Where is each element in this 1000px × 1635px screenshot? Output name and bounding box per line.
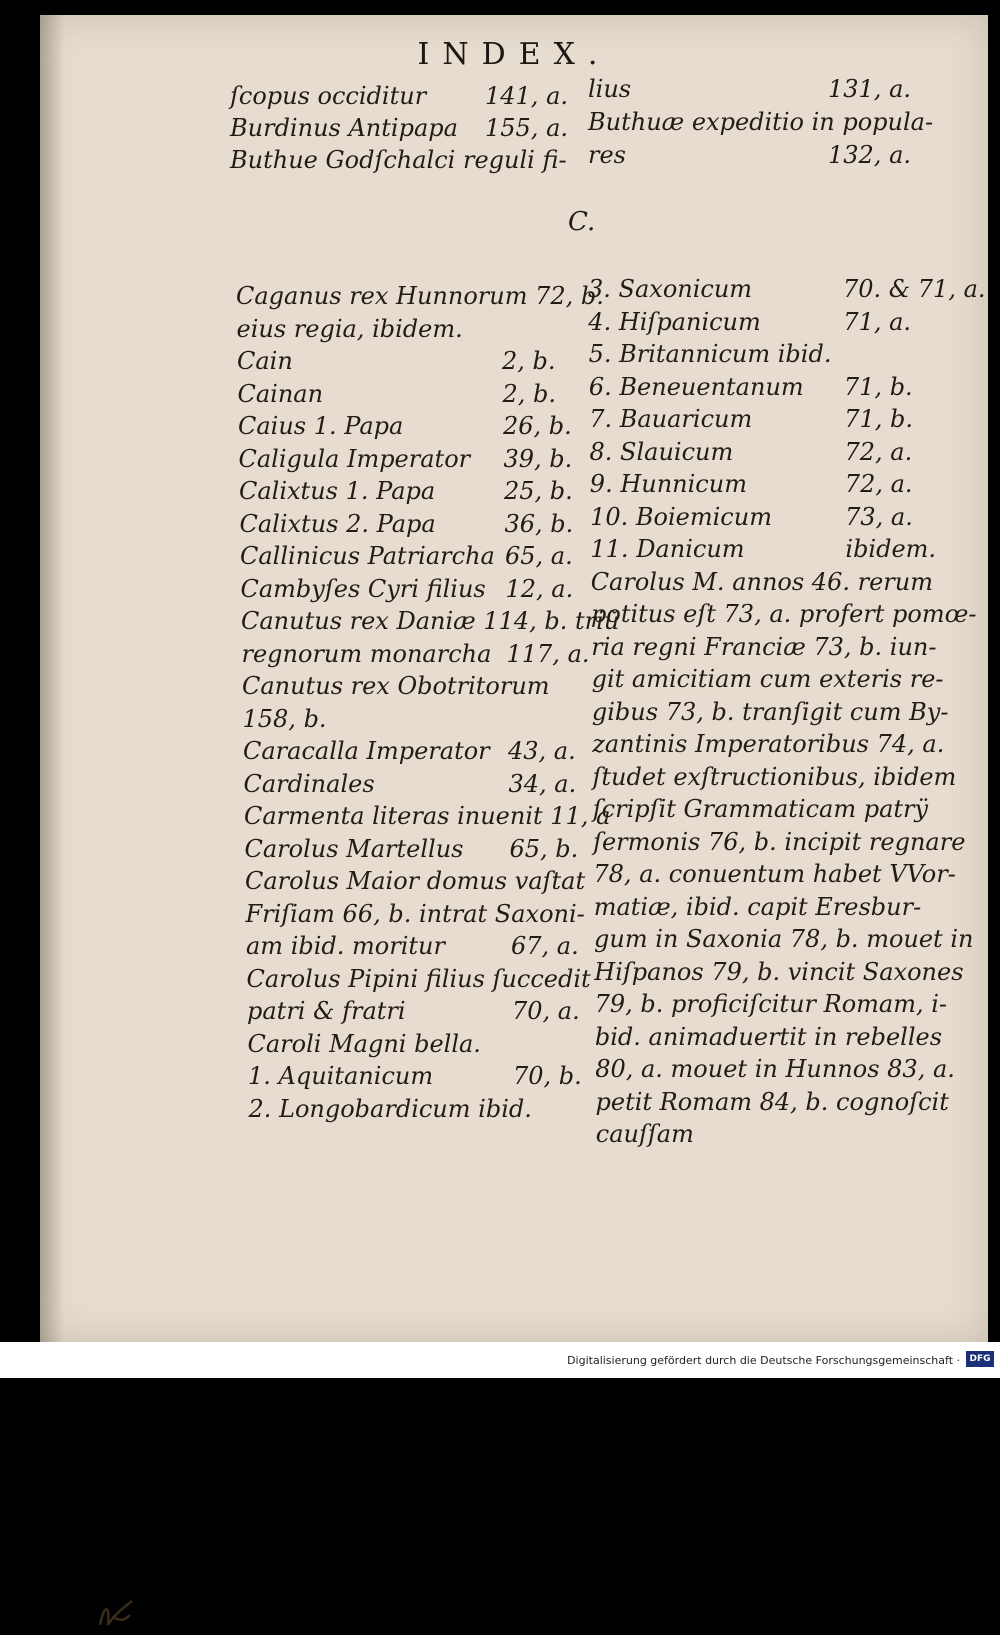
entry-page-ref: 71, a. <box>843 307 912 336</box>
entry-text: Calixtus 2. Papa <box>239 509 436 538</box>
entry-page-ref: 26, b. <box>503 412 572 440</box>
entry-page-ref: 72, a. <box>844 437 913 466</box>
entry-text: Cambyſes Cyri filius <box>240 574 486 603</box>
entry-page-ref: 43, a. <box>508 737 576 765</box>
entry-text: Caracalla Imperator <box>243 737 490 765</box>
entry-text: patri & fratri <box>247 997 406 1025</box>
entry-text: 8. Slauicum <box>589 437 734 466</box>
entry-text: Caroli Magni bella. <box>247 1029 481 1058</box>
entry-text: 4. Hiſpanicum <box>588 307 761 336</box>
entry-text: Caganus rex Hunnorum 72, b. <box>236 282 604 310</box>
entry-text: zantinis Imperatoribus 74, a. <box>592 730 945 758</box>
entry-page-ref: 70, a. <box>512 997 580 1025</box>
entry-text: Calixtus 1. Papa <box>239 477 436 505</box>
entry-text: 79, b. proficiſcitur Romam, i- <box>594 990 948 1018</box>
entry-text: Friſiam 66, b. intrat Saxoni- <box>245 899 585 928</box>
entry-page-ref: 12, a. <box>505 574 574 603</box>
entry-text: 158, b. <box>242 704 327 733</box>
entry-page-ref: 39, b. <box>503 444 573 473</box>
entry-page-ref: 117, a. <box>506 639 590 668</box>
entry-text: petit Romam 84, b. cognoſcit <box>595 1087 949 1116</box>
footer-credit: Digitalisierung gefördert durch die Deutsche Forschungsgemeinschaft · <box>567 1354 960 1367</box>
entry-page-ref: 131, a. <box>828 75 912 103</box>
entry-text: matiæ, ibid. capit Eresbur- <box>593 892 922 921</box>
entry-page-ref: 141, a. <box>485 82 569 110</box>
entry-page-ref: 155, a. <box>485 114 569 142</box>
entry-text: Buthuæ expeditio in popula- <box>588 108 934 136</box>
entry-text: ſermonis 76, b. incipit regnare <box>593 827 966 856</box>
entry-page-ref: 25, b. <box>504 477 573 505</box>
entry-text: Callinicus Patriarcha <box>240 542 495 570</box>
entry-text: Caligula Imperator <box>238 444 471 473</box>
entry-text: 10. Boiemicum <box>590 502 772 531</box>
dfg-logo: DFG <box>966 1351 994 1367</box>
entry-page-ref: 73, a. <box>845 502 913 531</box>
entry-text: regnorum monarcha <box>241 639 492 668</box>
entry-text: Carolus Pipini filius ſuccedit <box>246 964 591 993</box>
entry-page-ref: 2, b. <box>502 347 556 375</box>
entry-text: 1. Aquitanicum <box>248 1062 434 1090</box>
entry-text: ſtudet exſtructionibus, ibidem <box>592 762 957 791</box>
entry-text: ſcopus occiditur <box>230 82 427 110</box>
entry-text: Buthue Godſchalci reguli fi- <box>230 146 567 174</box>
entry-page-ref: 36, b. <box>504 509 574 538</box>
entry-page-ref: ibidem. <box>845 535 937 563</box>
entry-text: 6. Beneuentanum <box>588 372 804 401</box>
entry-text: am ibid. moritur <box>246 932 445 960</box>
entry-text: 5. Britannicum ibid. <box>588 340 832 368</box>
entry-text: 2. Longobardicum ibid. <box>248 1094 532 1123</box>
entry-text: gum in Saxonia 78, b. mouet in <box>594 925 974 953</box>
entry-text: bid. animaduertit in rebelles <box>594 1022 943 1051</box>
entry-text: 78, a. conuentum habet VVor- <box>593 860 956 888</box>
entry-text: Carolus Maior domus vaſtat <box>245 867 586 895</box>
entry-text: Cain <box>237 347 293 375</box>
entry-text: Hiſpanos 79, b. vincit Saxones <box>594 957 964 986</box>
footer-bar <box>0 1342 1000 1378</box>
entry-text: git amicitiam cum exteris re- <box>591 665 944 693</box>
entry-text: Burdinus Antipapa <box>230 114 458 142</box>
page-header: INDEX. <box>417 37 611 72</box>
book-page <box>40 15 988 1342</box>
entry-text: ſcripſit Grammaticam patrÿ <box>592 795 929 823</box>
entry-text: 3. Saxonicum <box>588 275 753 303</box>
entry-text: gibus 73, b. tranſigit cum By- <box>591 697 949 726</box>
section-letter: C. <box>568 207 596 237</box>
entry-text: cauſſam <box>595 1120 694 1148</box>
entry-text: Canutus rex Obotritorum <box>242 672 550 700</box>
entry-page-ref: 71, b. <box>843 372 913 401</box>
entry-page-ref: 72, a. <box>844 470 913 498</box>
entry-page-ref: 65, b. <box>509 834 579 863</box>
entry-page-ref: 65, a. <box>505 542 573 570</box>
entry-page-ref: 2, b. <box>502 379 557 408</box>
entry-text: Carolus M. annos 46. rerum <box>590 567 933 596</box>
entry-text: 9. Hunnicum <box>589 470 747 498</box>
signature-mark <box>92 1595 142 1635</box>
entry-text: potitus eſt 73, a. profert pomœ- <box>591 600 977 628</box>
entry-page-ref: 70. & 71, a. <box>843 275 986 303</box>
entry-page-ref: 132, a. <box>828 141 912 169</box>
entry-text: ria regni Franciæ 73, b. iun- <box>591 632 937 661</box>
entry-text: Canutus rex Daniæ 114, b. triũ <box>241 607 620 635</box>
entry-text: 11. Danicum <box>590 535 745 563</box>
entry-text: lius <box>588 75 632 103</box>
entry-text: Cardinales <box>243 769 375 798</box>
entry-text: res <box>588 141 626 169</box>
entry-page-ref: 70, b. <box>513 1062 582 1090</box>
entry-text: Cainan <box>237 379 324 408</box>
entry-page-ref: 71, b. <box>844 405 913 433</box>
entry-page-ref: 67, a. <box>511 932 579 960</box>
entry-text: 80, a. mouet in Hunnos 83, a. <box>595 1055 955 1083</box>
entry-text: 7. Bauaricum <box>589 405 753 433</box>
entry-text: eius regia, ibidem. <box>236 314 463 343</box>
entry-text: Carolus Martellus <box>244 834 464 863</box>
entry-text: Caius 1. Papa <box>238 412 404 440</box>
entry-page-ref: 34, a. <box>508 769 577 798</box>
entry-text: Carmenta literas inuenit 11, a <box>244 802 611 830</box>
